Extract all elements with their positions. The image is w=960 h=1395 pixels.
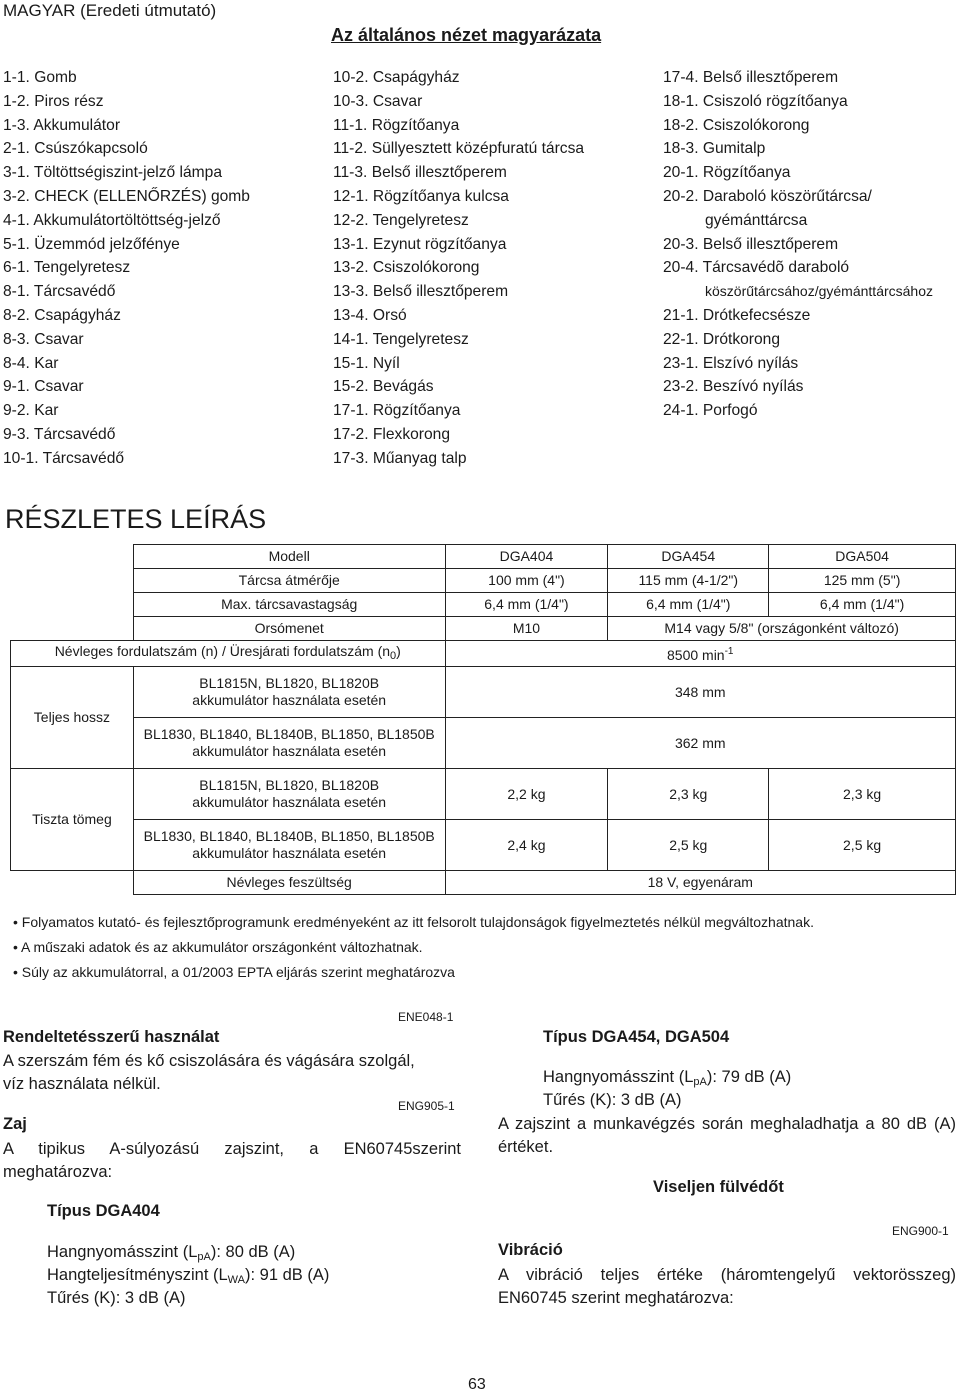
list-item: 5-1. Üzemmód jelzőfénye <box>3 235 180 253</box>
list-item: 11-3. Belső illesztőperem <box>333 164 507 182</box>
table-row <box>11 569 956 593</box>
specifications-table <box>10 544 956 895</box>
weight-value: 2,3 kg <box>769 769 956 820</box>
list-item: 12-2. Tengelyretesz <box>333 211 469 229</box>
list-item: 18-2. Csiszolókorong <box>663 116 810 134</box>
list-item: 1-2. Piros rész <box>3 92 104 110</box>
speed-value: 8500 $\min^{-1}$ <box>445 641 955 667</box>
list-item: 15-2. Bevágás <box>333 378 434 396</box>
thread-value: M14 vagy 5/8" (országonként változó) <box>608 617 956 641</box>
weight-value: 2,4 kg <box>445 820 608 871</box>
list-item: 11-2. Süllyesztett középfuratú tárcsa <box>333 140 585 158</box>
overview-column-2 <box>333 66 584 471</box>
list-item: 23-1. Elszívó nyílás <box>663 354 799 372</box>
list-item: 18-3. Gumitalp <box>663 140 766 158</box>
section-code: ENG905-1 <box>398 1099 455 1113</box>
list-item: 20-1. Rögzítőanya <box>663 164 791 182</box>
thickness-value: 6,4 mm (1/4") <box>769 593 956 617</box>
page-number: 63 <box>468 1376 486 1393</box>
swl-dga404: Hangteljesítményszint $(L_{WA})$: 91 dB (A) <box>47 1266 330 1286</box>
list-item: 20-2. Daraboló köszörűtárcsa/ <box>663 187 872 205</box>
section-code: ENE048-1 <box>398 1010 454 1024</box>
ear-protection-text: Viseljen fülvédőt <box>653 1178 784 1196</box>
vibration-title: Vibráció <box>498 1241 563 1259</box>
list-item: 18-1. Csiszoló rögzítőanya <box>663 92 848 110</box>
overview-column-1 <box>3 66 250 471</box>
spl-dga404: Hangnyomásszint $(L_{pA})$: 80 dB (A) <box>47 1243 296 1263</box>
noise-text: A tipikus A-súlyozású zajszint, a EN60745szerint meghatározva: <box>3 1140 461 1181</box>
thickness-label: Max. tárcsavastagság <box>133 593 445 617</box>
list-item: 17-1. Rögzítőanya <box>333 402 461 420</box>
list-item: 8-1. Tárcsavédő <box>3 283 116 301</box>
list-item: 8-3. Csavar <box>3 330 84 348</box>
model-cell: DGA454 <box>608 545 769 569</box>
thread-value: M10 <box>445 617 608 641</box>
table-row <box>11 617 956 641</box>
list-item: 13-1. Ezynut rögzítőanya <box>333 235 507 253</box>
list-item: 10-3. Csavar <box>333 92 423 110</box>
note-1: • Folyamatos kutató- és fejlesztőprogramunk eredményeként az itt felsorolt tulajdonságok figyelmeztetés nélkül megváltozhatnak. <box>13 914 814 930</box>
list-item: 12-1. Rögzítőanya kulcsa <box>333 187 509 205</box>
length-value-a: 348 mm <box>445 667 955 718</box>
type-dga454-title: Típus DGA454, DGA504 <box>543 1028 730 1046</box>
overview-column-3 <box>663 66 933 423</box>
list-item: 3-1. Töltöttségiszint-jelző lámpa <box>3 164 222 182</box>
battery-type-b: BL1830, BL1840, BL1840B, BL1850, BL1850B akkumulátor használata esetén <box>133 718 445 769</box>
tolerance-dga454: Tűrés (K): 3 dB (A) <box>543 1091 682 1109</box>
speed-label: Névleges fordulatszám (n) / Üresjárati fordulatszám $(n_0)$ <box>11 641 446 667</box>
table-row <box>11 820 956 871</box>
weight-value: 2,2 kg <box>445 769 608 820</box>
model-cell: DGA404 <box>445 545 608 569</box>
model-label: Modell <box>133 545 445 569</box>
disc-value: 100 mm (4") <box>445 569 608 593</box>
battery-type-a: BL1815N, BL1820, BL1820B akkumulátor használata esetén <box>133 667 445 718</box>
weight-value: 2,5 kg <box>608 820 769 871</box>
list-item: 22-1. Drótkorong <box>663 330 781 348</box>
battery-type-a: BL1815N, BL1820, BL1820B akkumulátor használata esetén <box>133 769 445 820</box>
table-row <box>11 769 956 820</box>
list-item: 17-4. Belső illesztőperem <box>663 69 839 86</box>
note-3: • Súly az akkumulátorral, a 01/2003 EPTA eljárás szerint meghatározva <box>13 964 455 980</box>
list-item: gyémánttárcsa <box>705 211 808 229</box>
table-row <box>11 593 956 617</box>
list-item: 2-1. Csúszókapcsoló <box>3 140 148 158</box>
weight-value: 2,5 kg <box>769 820 956 871</box>
table-row <box>11 667 956 718</box>
list-item: 14-1. Tengelyretesz <box>333 330 469 348</box>
list-item: 17-2. Flexkorong <box>333 425 451 443</box>
thickness-value: 6,4 mm (1/4") <box>608 593 769 617</box>
thread-label: Orsómenet <box>133 617 445 641</box>
list-item: 10-1. Tárcsavédő <box>3 449 125 467</box>
table-row <box>11 718 956 769</box>
note-2: • A műszaki adatok és az akkumulátor országonként változhatnak. <box>13 939 423 955</box>
table-row <box>11 641 956 667</box>
list-item: 8-2. Csapágyház <box>3 306 121 324</box>
list-item: 4-1. Akkumulátortöltöttség-jelző <box>3 211 221 229</box>
list-item: 10-2. Csapágyház <box>333 69 460 86</box>
table-row <box>11 871 956 895</box>
specifications-title: RÉSZLETES LEÍRÁS <box>5 504 267 534</box>
list-item: köszörűtárcsához/gyémánttárcsához <box>705 283 933 300</box>
section-code: ENG900-1 <box>892 1224 949 1238</box>
length-label: Teljes hossz <box>11 667 134 769</box>
list-item: 9-1. Csavar <box>3 378 84 396</box>
intended-use-text: A szerszám fém és kő csiszolására és vágására szolgál, víz használata nélkül. <box>3 1052 415 1093</box>
list-item: 3-2. CHECK (ELLENŐRZÉS) gomb <box>3 187 250 205</box>
list-item: 13-2. Csiszolókorong <box>333 259 480 277</box>
intended-use-title: Rendeltetésszerű használat <box>3 1028 220 1046</box>
list-item: 24-1. Porfogó <box>663 402 758 420</box>
weight-value: 2,3 kg <box>608 769 769 820</box>
disc-label: Tárcsa átmérője <box>133 569 445 593</box>
list-item: 1-3. Akkumulátor <box>3 116 121 134</box>
thickness-value: 6,4 mm (1/4") <box>445 593 608 617</box>
spl-dga454: Hangnyomásszint $(L_{pA})$: 79 dB (A) <box>543 1068 792 1088</box>
list-item: 9-3. Tárcsavédő <box>3 425 116 443</box>
weight-label: Tiszta tömeg <box>11 769 134 871</box>
list-item: 17-3. Műanyag talp <box>333 449 467 467</box>
list-item: 20-3. Belső illesztőperem <box>663 235 839 253</box>
list-item: 11-1. Rögzítőanya <box>333 116 460 134</box>
disc-value: 125 mm (5") <box>769 569 956 593</box>
voltage-label: Névleges feszültség <box>133 871 445 895</box>
list-item: 23-2. Beszívó nyílás <box>663 378 804 396</box>
vibration-text: A vibráció teljes értéke (háromtengelyű vektorösszeg) EN60745 szerint meghatározva: <box>498 1266 956 1307</box>
model-cell: DGA504 <box>769 545 956 569</box>
disc-value: 115 mm (4-1/2") <box>608 569 769 593</box>
battery-type-b: BL1830, BL1840, BL1840B, BL1850, BL1850B akkumulátor használata esetén <box>133 820 445 871</box>
voltage-value: 18 V, egyenáram <box>445 871 955 895</box>
list-item: 1-1. Gomb <box>3 69 77 86</box>
list-item: 6-1. Tengelyretesz <box>3 259 131 277</box>
table-row <box>11 545 956 569</box>
list-item: 20-4. Tárcsavédõ daraboló <box>663 259 850 277</box>
list-item: 9-2. Kar <box>3 402 59 420</box>
length-value-b: 362 mm <box>445 718 955 769</box>
list-item: 13-4. Orsó <box>333 306 407 324</box>
list-item: 8-4. Kar <box>3 354 59 372</box>
work-noise-text: A zajszint a munkavégzés során meghaladhatja a 80 dB (A) értéket. <box>498 1115 956 1156</box>
list-item: 21-1. Drótkefecsésze <box>663 306 811 324</box>
language-header: MAGYAR (Eredeti útmutató) <box>3 1 217 20</box>
overview-title: Az általános nézet magyarázata <box>331 25 602 45</box>
list-item: 13-3. Belső illesztőperem <box>333 283 509 301</box>
tolerance-dga404: Tűrés (K): 3 dB (A) <box>47 1289 186 1307</box>
noise-title: Zaj <box>3 1115 27 1133</box>
list-item: 15-1. Nyíl <box>333 354 400 372</box>
type-dga404-title: Típus DGA404 <box>47 1202 160 1220</box>
